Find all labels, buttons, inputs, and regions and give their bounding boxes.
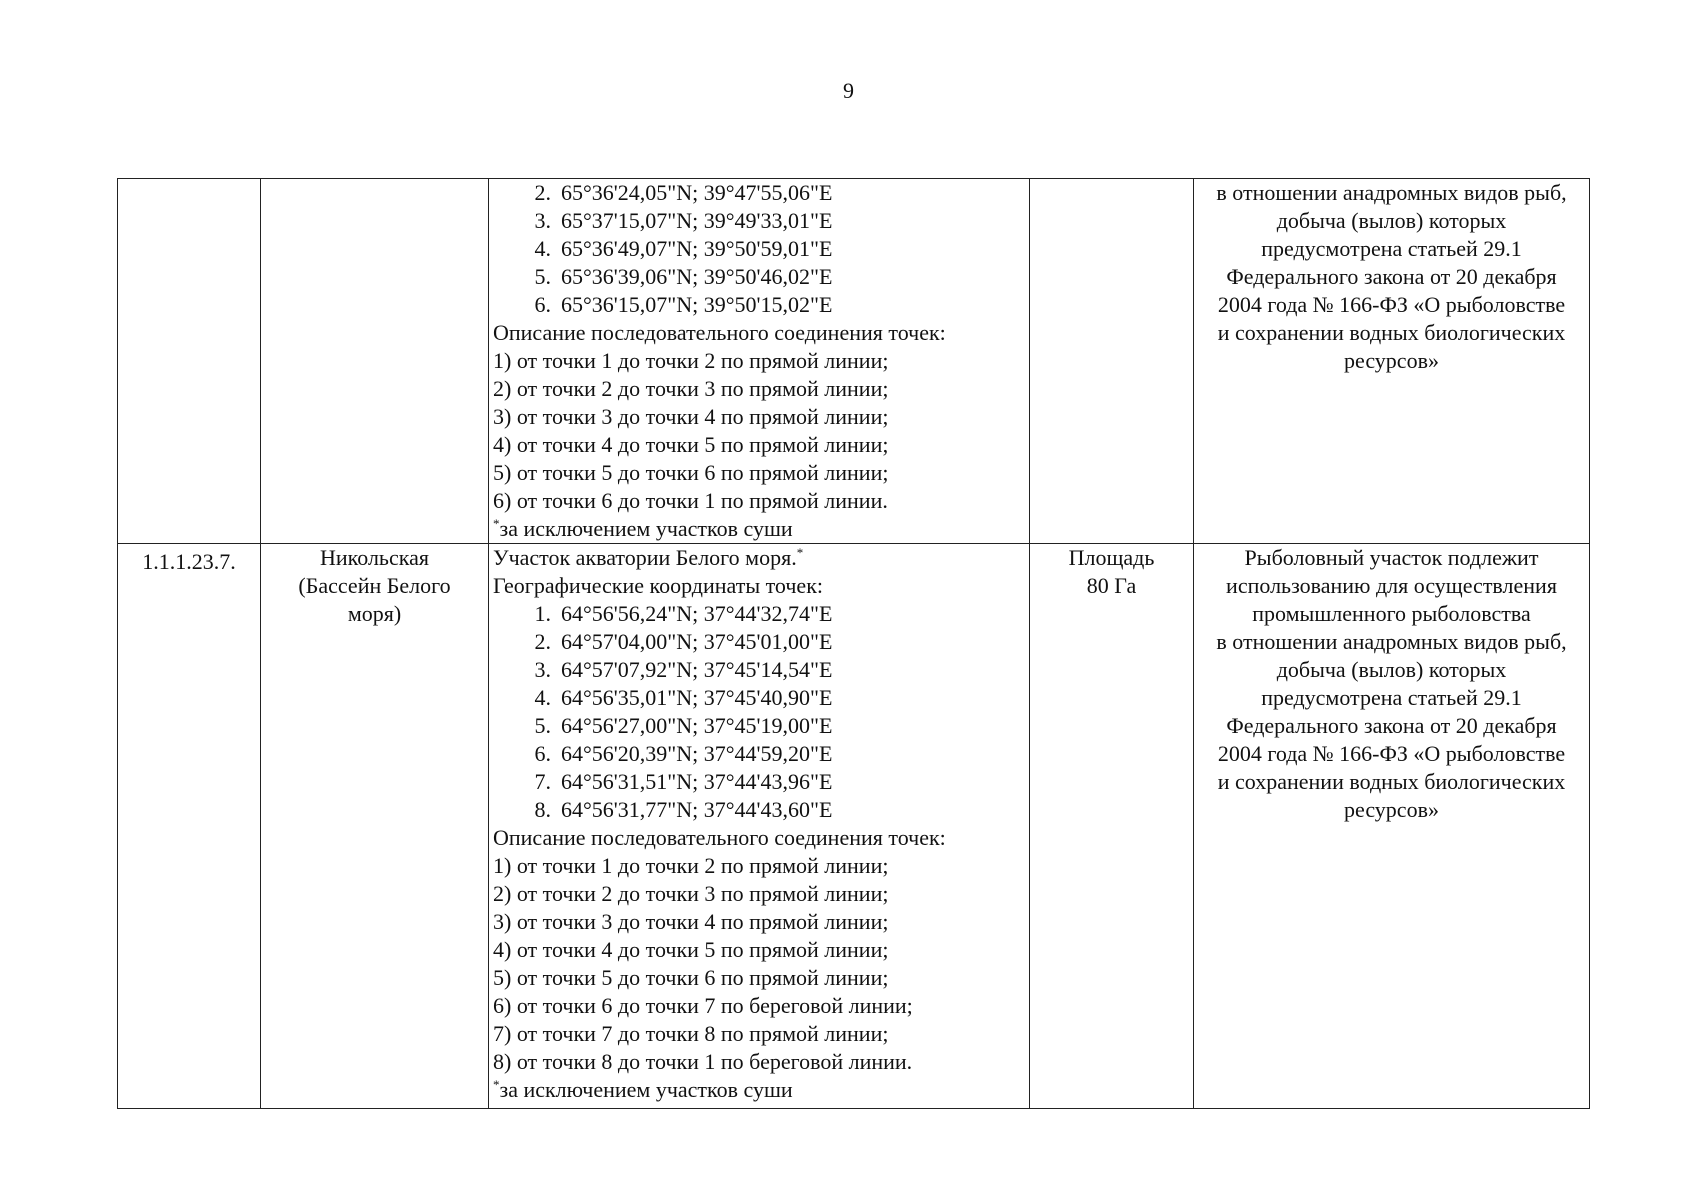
area-size-cell <box>1030 544 1194 1109</box>
purpose-line: предусмотрена статьей 29.1 <box>1261 236 1522 261</box>
purpose-line: и сохранении водных биологических <box>1217 320 1566 345</box>
area-number-cell: 1.1.1.23.7. <box>118 544 261 1109</box>
area-name-cell <box>261 544 489 1109</box>
coordinate-item: 5. 64°56'27,00"N; 37°45'19,00"E <box>534 713 833 738</box>
area-name-line: Никольская <box>320 545 429 570</box>
fishing-areas-table <box>117 178 1590 1109</box>
purpose-line: ресурсов» <box>1344 348 1439 373</box>
purpose-line: Федерального закона от 20 декабря <box>1226 264 1557 289</box>
area-description-cell <box>489 544 1030 1109</box>
coordinate-item: 7. 64°56'31,51"N; 37°44'43,96"E <box>534 769 833 794</box>
coordinates-title: Географические координаты точек: <box>493 573 823 598</box>
purpose-line: 2004 года № 166-ФЗ «О рыболовстве <box>1217 741 1566 766</box>
purpose-line: добыча (вылов) которых <box>1276 657 1507 682</box>
coordinates-list <box>493 179 1025 319</box>
area-size-cell <box>1030 179 1194 544</box>
coordinate-item: 6. 64°56'20,39"N; 37°44'59,20"E <box>534 741 833 766</box>
coordinate-item: 8. 64°56'31,77"N; 37°44'43,60"E <box>534 797 833 822</box>
purpose-line: использованию для осуществления <box>1226 573 1557 598</box>
connection-line: 2) от точки 2 до точки 3 по прямой линии; <box>493 881 889 906</box>
coordinates-list <box>493 600 1025 824</box>
coordinate-item: 6. 65°36'15,07"N; 39°50'15,02"E <box>534 292 833 317</box>
coordinate-item: 2. 64°57'04,00"N; 37°45'01,00"E <box>534 629 833 654</box>
coordinate-item: 1. 64°56'56,24"N; 37°44'32,74"E <box>534 601 833 626</box>
purpose-line: в отношении анадромных видов рыб, <box>1216 180 1567 205</box>
table-row <box>118 179 1590 544</box>
coordinate-item: 5. 65°36'39,06"N; 39°50'46,02"E <box>534 264 833 289</box>
area-size-line: Площадь <box>1068 545 1155 570</box>
area-purpose-cell <box>1194 179 1590 544</box>
page-number: 9 <box>843 78 854 103</box>
connection-line: 1) от точки 1 до точки 2 по прямой линии; <box>493 348 889 373</box>
purpose-line: в отношении анадромных видов рыб, <box>1216 629 1567 654</box>
coordinate-item: 4. 64°56'35,01"N; 37°45'40,90"E <box>534 685 833 710</box>
purpose-line: 2004 года № 166-ФЗ «О рыболовстве <box>1217 292 1566 317</box>
connection-title: Описание последовательного соединения точек: <box>493 825 946 850</box>
area-description-cell <box>489 179 1030 544</box>
connection-line: 7) от точки 7 до точки 8 по прямой линии; <box>493 1021 889 1046</box>
purpose-line: предусмотрена статьей 29.1 <box>1261 685 1522 710</box>
connection-line: 2) от точки 2 до точки 3 по прямой линии; <box>493 376 889 401</box>
purpose-line: добыча (вылов) которых <box>1276 208 1507 233</box>
area-size-line: 80 Га <box>1086 573 1137 598</box>
coordinate-item: 4. 65°36'49,07"N; 39°50'59,01"E <box>534 236 833 261</box>
connection-title: Описание последовательного соединения точек: <box>493 320 946 345</box>
connection-line: 8) от точки 8 до точки 1 по береговой линии. <box>493 1049 913 1074</box>
area-name-cell <box>261 179 489 544</box>
connection-line: 6) от точки 6 до точки 1 по прямой линии. <box>493 488 888 513</box>
connection-line: 4) от точки 4 до точки 5 по прямой линии; <box>493 432 889 457</box>
table-row <box>118 544 1590 1109</box>
connection-line: 3) от точки 3 до точки 4 по прямой линии; <box>493 404 889 429</box>
footnote: *за исключением участков суши <box>493 516 793 541</box>
coordinate-item: 3. 64°57'07,92"N; 37°45'14,54"E <box>534 657 833 682</box>
connection-line: 5) от точки 5 до точки 6 по прямой линии; <box>493 965 889 990</box>
connection-line: 3) от точки 3 до точки 4 по прямой линии; <box>493 909 889 934</box>
purpose-line: и сохранении водных биологических <box>1217 769 1566 794</box>
footnote: *за исключением участков суши <box>493 1077 793 1102</box>
coordinate-item: 2. 65°36'24,05"N; 39°47'55,06"E <box>534 180 833 205</box>
coordinate-item: 3. 65°37'15,07"N; 39°49'33,01"E <box>534 208 833 233</box>
area-number-cell <box>118 179 261 544</box>
area-purpose-cell <box>1194 544 1590 1109</box>
connection-line: 1) от точки 1 до точки 2 по прямой линии; <box>493 853 889 878</box>
purpose-line: Федерального закона от 20 декабря <box>1226 713 1557 738</box>
purpose-line: промышленного рыболовства <box>1252 601 1531 626</box>
area-name-line: моря) <box>347 601 402 626</box>
purpose-line: ресурсов» <box>1344 797 1439 822</box>
area-name-line: (Бассейн Белого <box>298 573 451 598</box>
area-intro: Участок акватории Белого моря.* <box>493 545 804 570</box>
connection-line: 6) от точки 6 до точки 7 по береговой линии; <box>493 993 913 1018</box>
connection-line: 4) от точки 4 до точки 5 по прямой линии; <box>493 937 889 962</box>
connection-line: 5) от точки 5 до точки 6 по прямой линии; <box>493 460 889 485</box>
purpose-line: Рыболовный участок подлежит <box>1244 545 1539 570</box>
